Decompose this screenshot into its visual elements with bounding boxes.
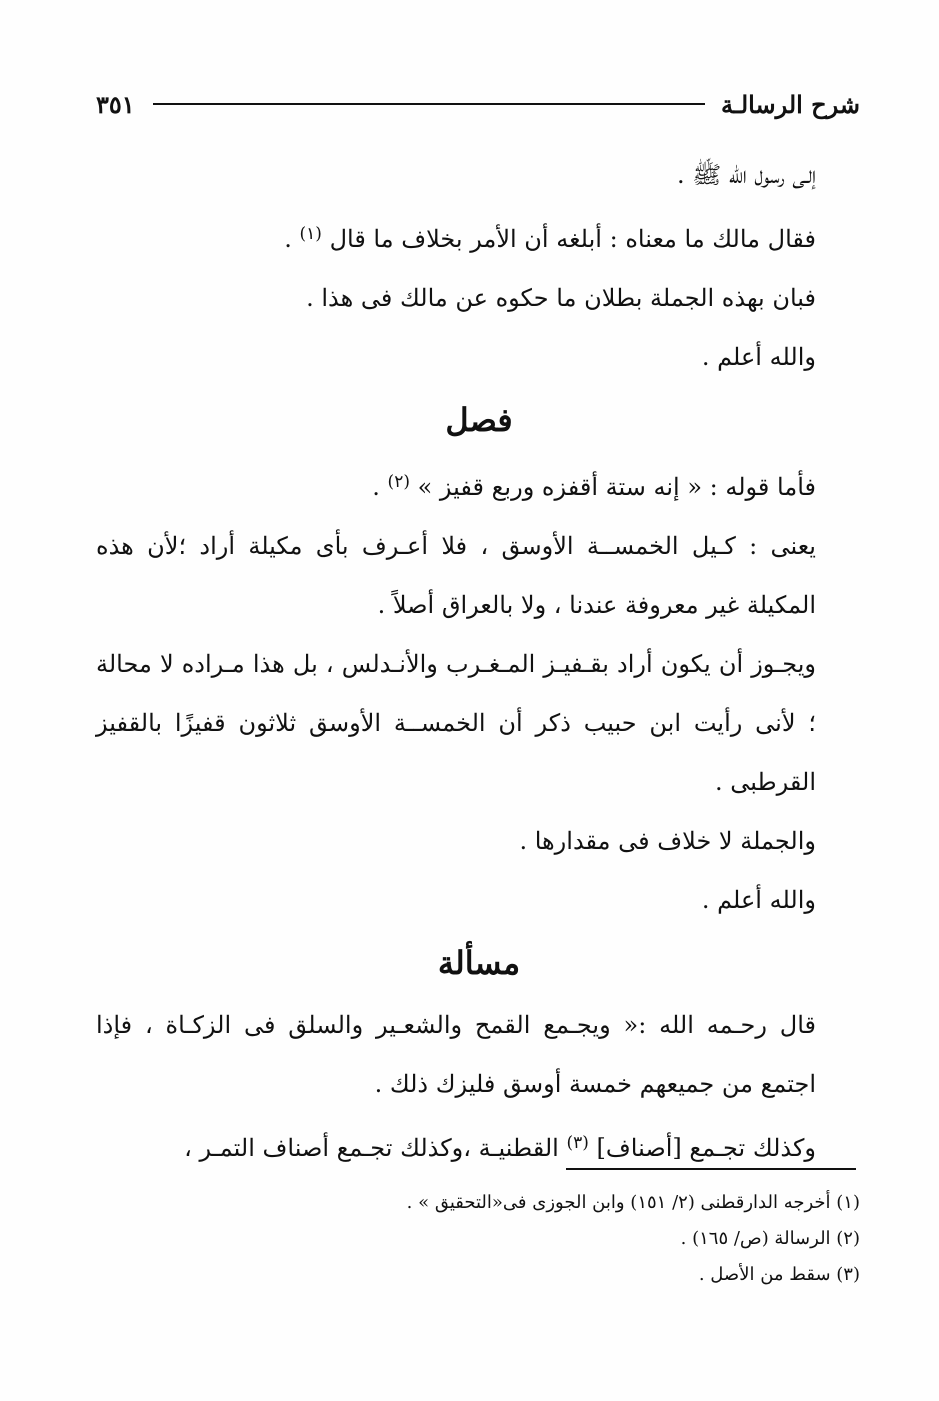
footnotes bbox=[300, 1185, 860, 1293]
footnote-reference: (٣) bbox=[566, 1133, 589, 1153]
body-text bbox=[96, 146, 862, 1178]
section-heading: مسألة bbox=[437, 944, 521, 982]
footnote-rule bbox=[566, 1168, 856, 1170]
paragraph bbox=[96, 205, 862, 269]
footnote: (٣) سقط من الأصل . bbox=[698, 1264, 860, 1285]
footnote-reference: (١) bbox=[299, 224, 322, 244]
footnote: (٢) الرسالة (ص/ ١٦٥) . bbox=[680, 1228, 860, 1249]
footnote-reference: (٢) bbox=[387, 472, 410, 492]
paragraph: فبان بهذه الجملة بطلان ما حكوه عن مالك فى هذا . bbox=[306, 284, 816, 312]
text-run: فأما قوله : « إنه ستة أقفزه وربع قفيز » bbox=[417, 473, 816, 501]
section-heading: فصل bbox=[445, 401, 513, 439]
paragraph: قال رحـمه الله :« ويجـمع القمح والشعـير والسلق فى الزكـاة ، فإذا اجتمع من جميعهم خمسة أوسق فليزك ذلك . bbox=[96, 1011, 816, 1098]
paragraph: يعنى : كـيل الخمســة الأوسق ، فلا أعـرف بأى مكيلة أراد ؛لأن هذه المكيلة غير معروفة عندنا ، ولا بالعراق أصلاً . bbox=[96, 532, 816, 619]
paragraph: والله أعلم . bbox=[701, 886, 816, 914]
running-title: شرح الرسالـة bbox=[720, 89, 860, 119]
paragraph: والجملة لا خلاف فى مقدارها . bbox=[519, 827, 816, 855]
header-rule bbox=[153, 103, 705, 105]
paragraph: والله أعلم . bbox=[701, 343, 816, 371]
text-run: القطنيـة ،وكذلك تجـمع أصناف التمـر ، bbox=[184, 1134, 559, 1162]
text-run: وكذلك تجـمع [أصناف] bbox=[596, 1134, 816, 1162]
footnote: (١) أخرجه الدارقطنى (٢/ ١٥١) وابن الجوزى فى«التحقيق » . bbox=[406, 1192, 860, 1213]
text-run: . bbox=[372, 473, 380, 501]
text-run: فقال مالك ما معناه : أبلغه أن الأمر بخلاف ما قال bbox=[329, 225, 816, 253]
paragraph bbox=[96, 453, 862, 517]
paragraph: ويجـوز أن يكون أراد بقـفيـز المـغـرب والأنـدلس ، بل هذا مـراده لا محالة ؛ لأنى رأيت ابن حبيب ذكر أن الخمســة الأوسق ثلاثون قفيزًا بالقفيز القرطبى . bbox=[96, 650, 816, 796]
page-number: ٣٥١ bbox=[96, 89, 135, 119]
page-header bbox=[96, 84, 860, 124]
paragraph: إلـى رسول الله ﷺ . bbox=[676, 161, 816, 189]
text-run: . bbox=[284, 225, 292, 253]
